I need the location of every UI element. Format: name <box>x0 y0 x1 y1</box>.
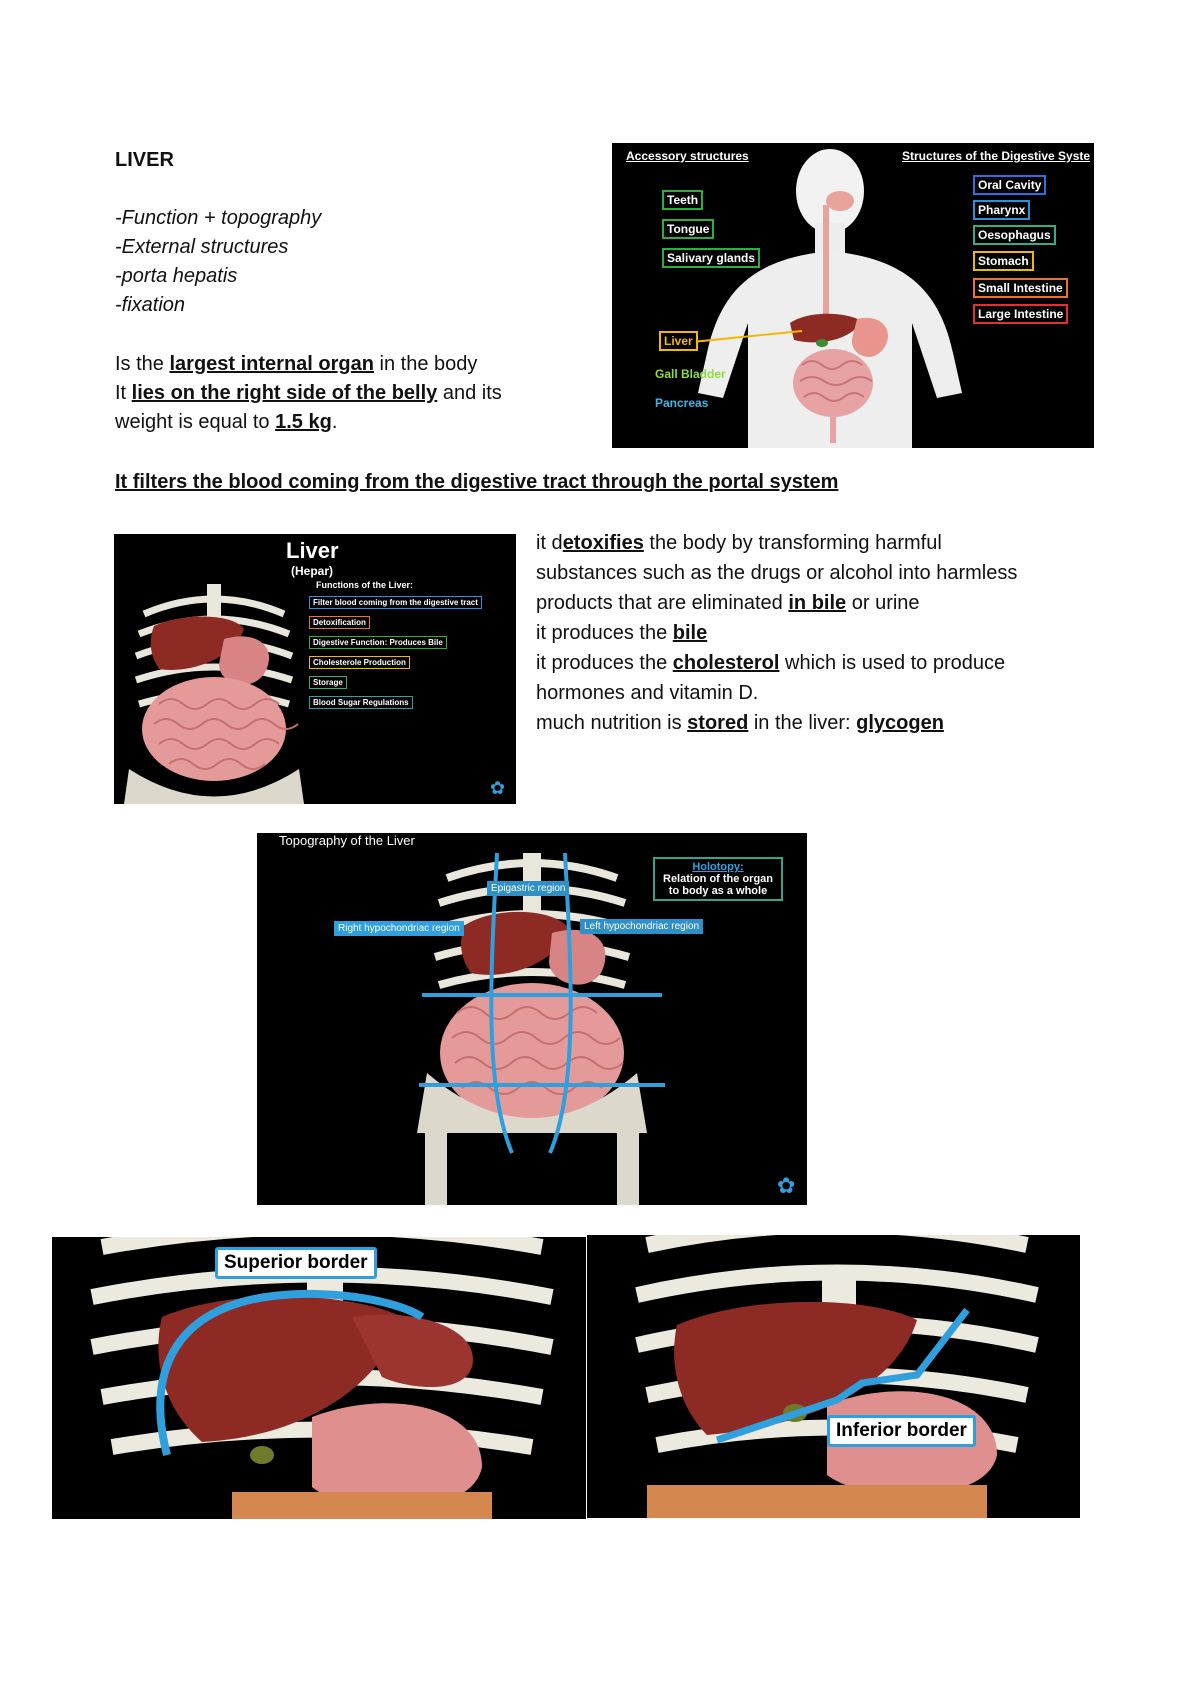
label-oral-cavity: Oral Cavity <box>973 175 1046 195</box>
superior-border-label: Superior border <box>215 1247 377 1279</box>
function-detox: Detoxification <box>309 616 370 629</box>
liver-functions-image <box>114 534 516 804</box>
brain-logo-icon: ✿ <box>490 778 506 798</box>
functions-list-title: Functions of the Liver: <box>316 580 414 590</box>
intro-line-3: weight is equal to 1.5 kg. <box>115 411 338 433</box>
function-cholesterol: Cholesterole Production <box>309 656 410 669</box>
topography-title: Topography of the Liver <box>279 833 415 848</box>
digestive-system-image <box>612 143 1094 448</box>
outline-item: -External structures <box>115 236 289 258</box>
holotopy-desc: Relation of the organ <box>663 873 773 885</box>
label-tongue: Tongue <box>662 219 714 239</box>
superior-border-image <box>52 1237 586 1519</box>
label-stomach: Stomach <box>973 251 1034 271</box>
function-storage: Storage <box>309 676 347 689</box>
epigastric-region-label: Epigastric region <box>487 881 569 896</box>
superior-border-illustration <box>52 1237 586 1519</box>
label-small-intestine: Small Intestine <box>973 278 1068 298</box>
holotopy-title: Holotopy: <box>692 861 744 873</box>
holotopy-desc: to body as a whole <box>668 885 768 897</box>
function-line: substances such as the drugs or alcohol into harmless <box>536 562 1018 584</box>
liver-title: Liver <box>286 538 339 563</box>
holotopy-box <box>653 857 783 901</box>
structures-title: Structures of the Digestive Syste <box>902 149 1091 163</box>
intro-line-2: It lies on the right side of the belly and its <box>115 382 502 404</box>
label-gall-bladder: Gall Bladder <box>655 367 726 381</box>
accessory-structures-title: Accessory structures <box>626 149 749 163</box>
label-pharynx: Pharynx <box>973 200 1030 220</box>
liver-subtitle: (Hepar) <box>291 564 334 578</box>
function-filter: Filter blood coming from the digestive tract <box>309 596 482 609</box>
right-hypochondriac-label: Right hypochondriac region <box>334 921 464 936</box>
outline-item: -porta hepatis <box>115 265 238 287</box>
label-oesophagus: Oesophagus <box>973 225 1056 245</box>
function-line: much nutrition is stored in the liver: glycogen <box>536 712 944 734</box>
function-line: hormones and vitamin D. <box>536 682 759 704</box>
intro-line-1: Is the largest internal organ in the body <box>115 353 478 375</box>
inferior-border-illustration <box>587 1235 1080 1518</box>
label-large-intestine: Large Intestine <box>973 304 1068 324</box>
function-line: it produces the bile <box>536 622 708 644</box>
topography-image <box>257 833 807 1205</box>
inferior-border-label: Inferior border <box>827 1415 976 1447</box>
inferior-border-image <box>587 1235 1080 1518</box>
label-teeth: Teeth <box>662 190 703 210</box>
label-liver: Liver <box>659 331 698 351</box>
function-line: it detoxifies the body by transforming harmful <box>536 532 942 554</box>
outline-item: -fixation <box>115 294 186 316</box>
function-bile: Digestive Function: Produces Bile <box>309 636 447 649</box>
label-pancreas: Pancreas <box>655 396 709 410</box>
filter-statement: It filters the blood coming from the digestive tract through the portal system <box>115 471 839 493</box>
label-salivary-glands: Salivary glands <box>662 248 760 268</box>
outline-item: -Function + topography <box>115 207 322 229</box>
function-line: it produces the cholesterol which is used to produce <box>536 652 1006 674</box>
brain-logo-icon: ✿ <box>777 1173 796 1198</box>
left-hypochondriac-label: Left hypochondriac region <box>580 919 703 934</box>
function-line: products that are eliminated in bile or urine <box>536 592 920 614</box>
page-title: LIVER <box>115 149 174 171</box>
function-blood-sugar: Blood Sugar Regulations <box>309 696 413 709</box>
